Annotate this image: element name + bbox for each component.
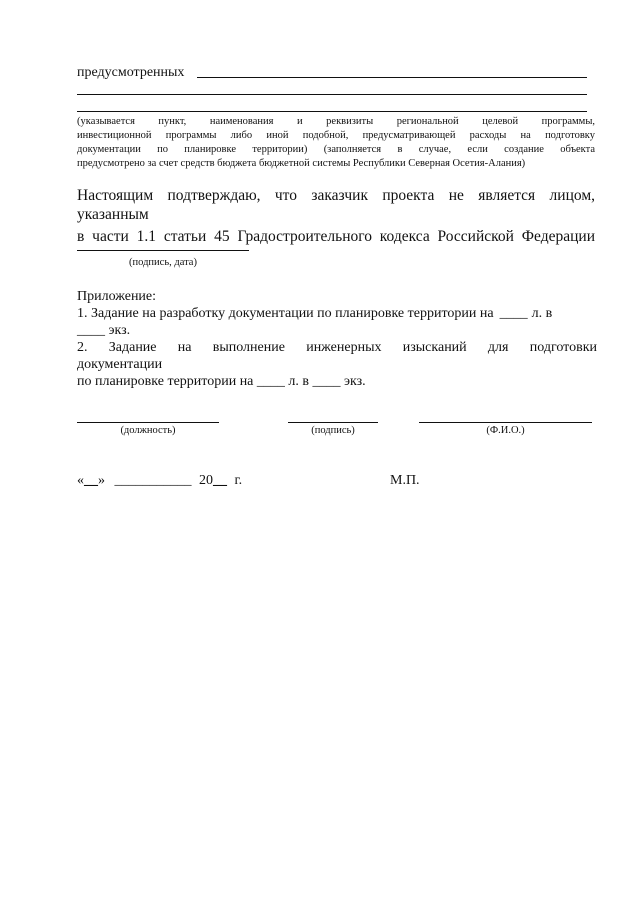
signature-caption: (подпись)	[311, 425, 355, 436]
appendix-item-text: л. в	[531, 306, 553, 321]
confirmation-text	[77, 186, 595, 246]
appendix-item-2: 2. Задание на выполнение инженерных изысканий для подготовки	[77, 340, 597, 355]
field-label: предусмотренных	[77, 65, 185, 80]
name-line	[419, 422, 592, 423]
year-blank: __	[213, 473, 227, 488]
underline-field	[77, 94, 587, 95]
date-quote-open: «	[77, 473, 84, 488]
signature-date-caption: (подпись, дата)	[129, 257, 197, 268]
confirmation-line: в части 1.1 статьи 45 Градостроительного кодекса Российской Федерации	[77, 228, 595, 245]
appendix-item-1	[77, 305, 597, 322]
instruction-note	[77, 115, 595, 171]
note-line: (указывается пункт, наименования и реквизиты региональной целевой программы,	[77, 116, 595, 127]
appendix	[77, 288, 597, 390]
date-quote-close: »	[98, 473, 105, 488]
note-line: инвестиционной программы либо иной подобной, предусматривающей расходы на подготовку	[77, 130, 595, 141]
blank-field: ____	[499, 306, 528, 321]
position-caption: (должность)	[120, 425, 176, 436]
date-line	[77, 472, 242, 489]
signature-date-line	[77, 250, 249, 251]
day-blank: __	[84, 473, 98, 488]
underline-field	[77, 111, 587, 112]
note-line: документации по планировке территории) (заполняется в случае, если создание объекта	[77, 144, 595, 155]
name-caption: (Ф.И.О.)	[486, 425, 525, 436]
underline-field	[197, 77, 587, 78]
appendix-item-text: по планировке территории на ____ л. в ____ экз.	[77, 374, 366, 389]
note-line: предусмотрено за счет средств бюджета бюджетной системы Республики Северная Осетия-Алания)	[77, 158, 526, 169]
appendix-title: Приложение:	[77, 289, 157, 304]
signature-line	[288, 422, 378, 423]
month-blank: ___________	[114, 473, 192, 488]
position-line	[77, 422, 219, 423]
confirmation-line: Настоящим подтверждаю, что заказчик проекта не является лицом, указанным	[77, 187, 595, 223]
appendix-item-text: документации	[77, 357, 163, 372]
stamp-label: М.П.	[390, 473, 420, 488]
year-prefix: 20	[199, 473, 213, 488]
year-suffix: г.	[234, 473, 243, 488]
appendix-item-text: 1. Задание на разработку документации по планировке территории на	[77, 306, 494, 321]
appendix-item-text: ____ экз.	[77, 323, 131, 338]
